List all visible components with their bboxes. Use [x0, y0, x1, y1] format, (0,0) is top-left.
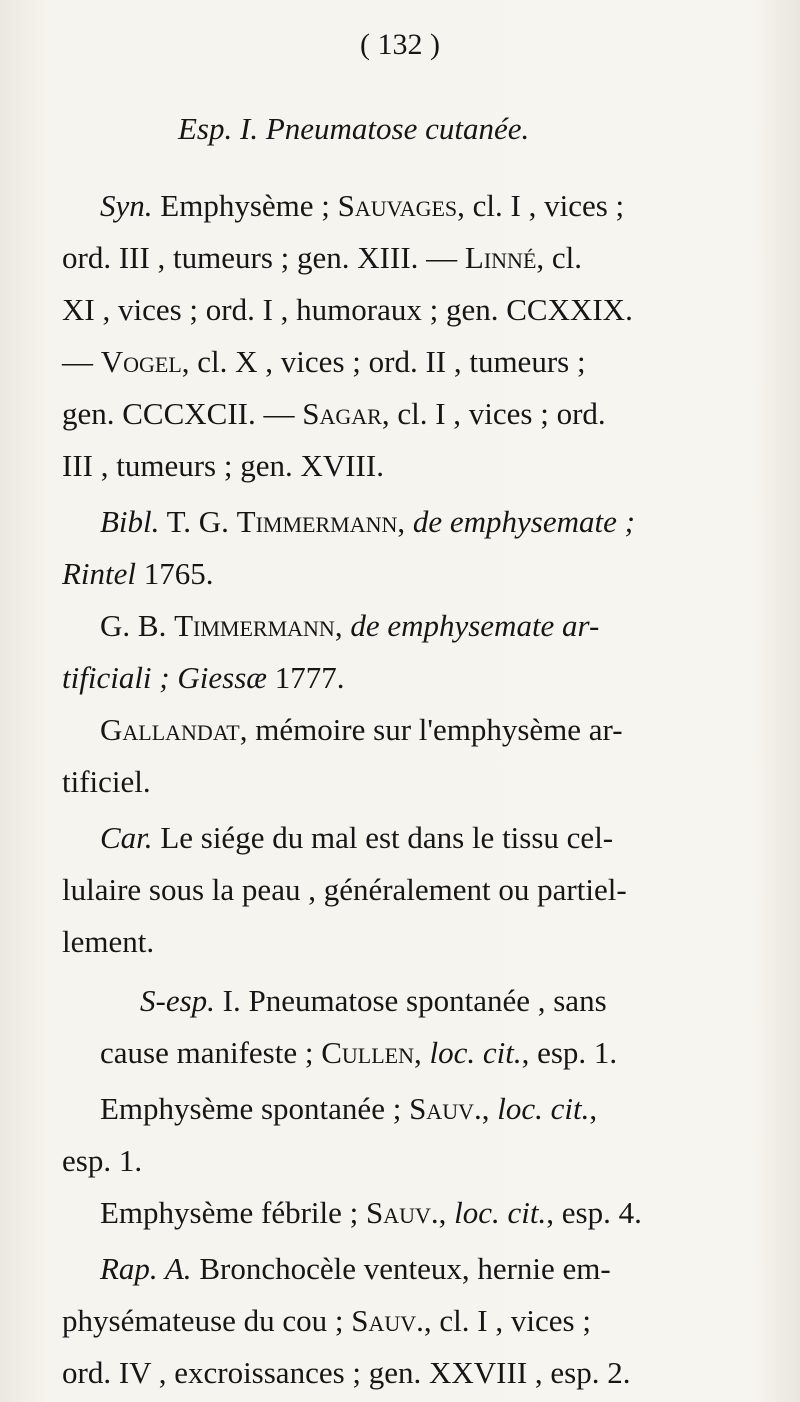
- species-heading: Esp. I. Pneumatose cutanée.: [178, 111, 530, 146]
- syn-line-5: gen. CCCXCII. — Sagar, cl. I , vices ; ord.: [62, 396, 606, 431]
- species-heading-line: [0, 103, 800, 155]
- bibl-line-4: tificiali ; Giessæ 1777.: [62, 660, 345, 695]
- sesp-label: S-esp.: [140, 983, 215, 1018]
- rap-label: Rap. A.: [100, 1251, 192, 1286]
- sesp-line-5: Emphysème fébrile ; Sauv., loc. cit., esp. 4.: [100, 1195, 642, 1230]
- syn-line-6: III , tumeurs ; gen. XVIII.: [62, 448, 384, 483]
- car-label: Car.: [100, 820, 153, 855]
- author-sauvages: Sauvages: [337, 188, 458, 223]
- page-number: ( 132 ): [360, 28, 440, 61]
- syn-line-4: — Vogel, cl. X , vices ; ord. II , tumeurs ;: [62, 344, 586, 379]
- syn-line-2: ord. III , tumeurs ; gen. XIII. — Linné, cl.: [62, 240, 583, 275]
- author-sagar: Sagar: [302, 396, 382, 431]
- sesp-line-1: S-esp. I. Pneumatose spontanée , sans: [140, 983, 607, 1018]
- sesp-line-2: cause manifeste ; Cullen, loc. cit., esp. 1.: [100, 1035, 618, 1070]
- bibl-label: Bibl.: [100, 504, 160, 539]
- sesp-line-4: esp. 1.: [62, 1143, 143, 1178]
- bibl-line-3: G. B. Timmermann, de emphysemate ar-: [100, 608, 600, 643]
- author-linne: Linné: [464, 240, 537, 275]
- syn-label: Syn.: [100, 188, 153, 223]
- rap-line-3: ord. IV , excroissances ; gen. XXVIII , esp. 2.: [62, 1355, 631, 1390]
- syn-line-3: XI , vices ; ord. I , humoraux ; gen. CCXXIX.: [62, 292, 633, 327]
- rap-line-2: physémateuse du cou ; Sauv., cl. I , vices ;: [62, 1303, 591, 1338]
- car-line-1: Car. Le siége du mal est dans le tissu cel-: [100, 820, 614, 855]
- bibl-line-2: Rintel 1765.: [62, 556, 214, 591]
- car-line-2: lulaire sous la peau , généralement ou partiel-: [62, 872, 627, 907]
- author-vogel: Vogel: [100, 344, 182, 379]
- sesp-line-3: Emphysème spontanée ; Sauv., loc. cit.,: [100, 1091, 598, 1126]
- bibl-line-5: Gallandat, mémoire sur l'emphysème ar-: [100, 712, 623, 747]
- car-line-3: lement.: [62, 924, 155, 959]
- rap-line-1: Rap. A. Bronchocèle venteux, hernie em-: [100, 1251, 611, 1286]
- syn-line-1: Syn. Emphysème ; Sauvages, cl. I , vices ;: [100, 188, 625, 223]
- bibl-line-1: Bibl. T. G. Timmermann, de emphysemate ;: [100, 504, 635, 539]
- bibl-line-6: tificiel.: [62, 764, 151, 799]
